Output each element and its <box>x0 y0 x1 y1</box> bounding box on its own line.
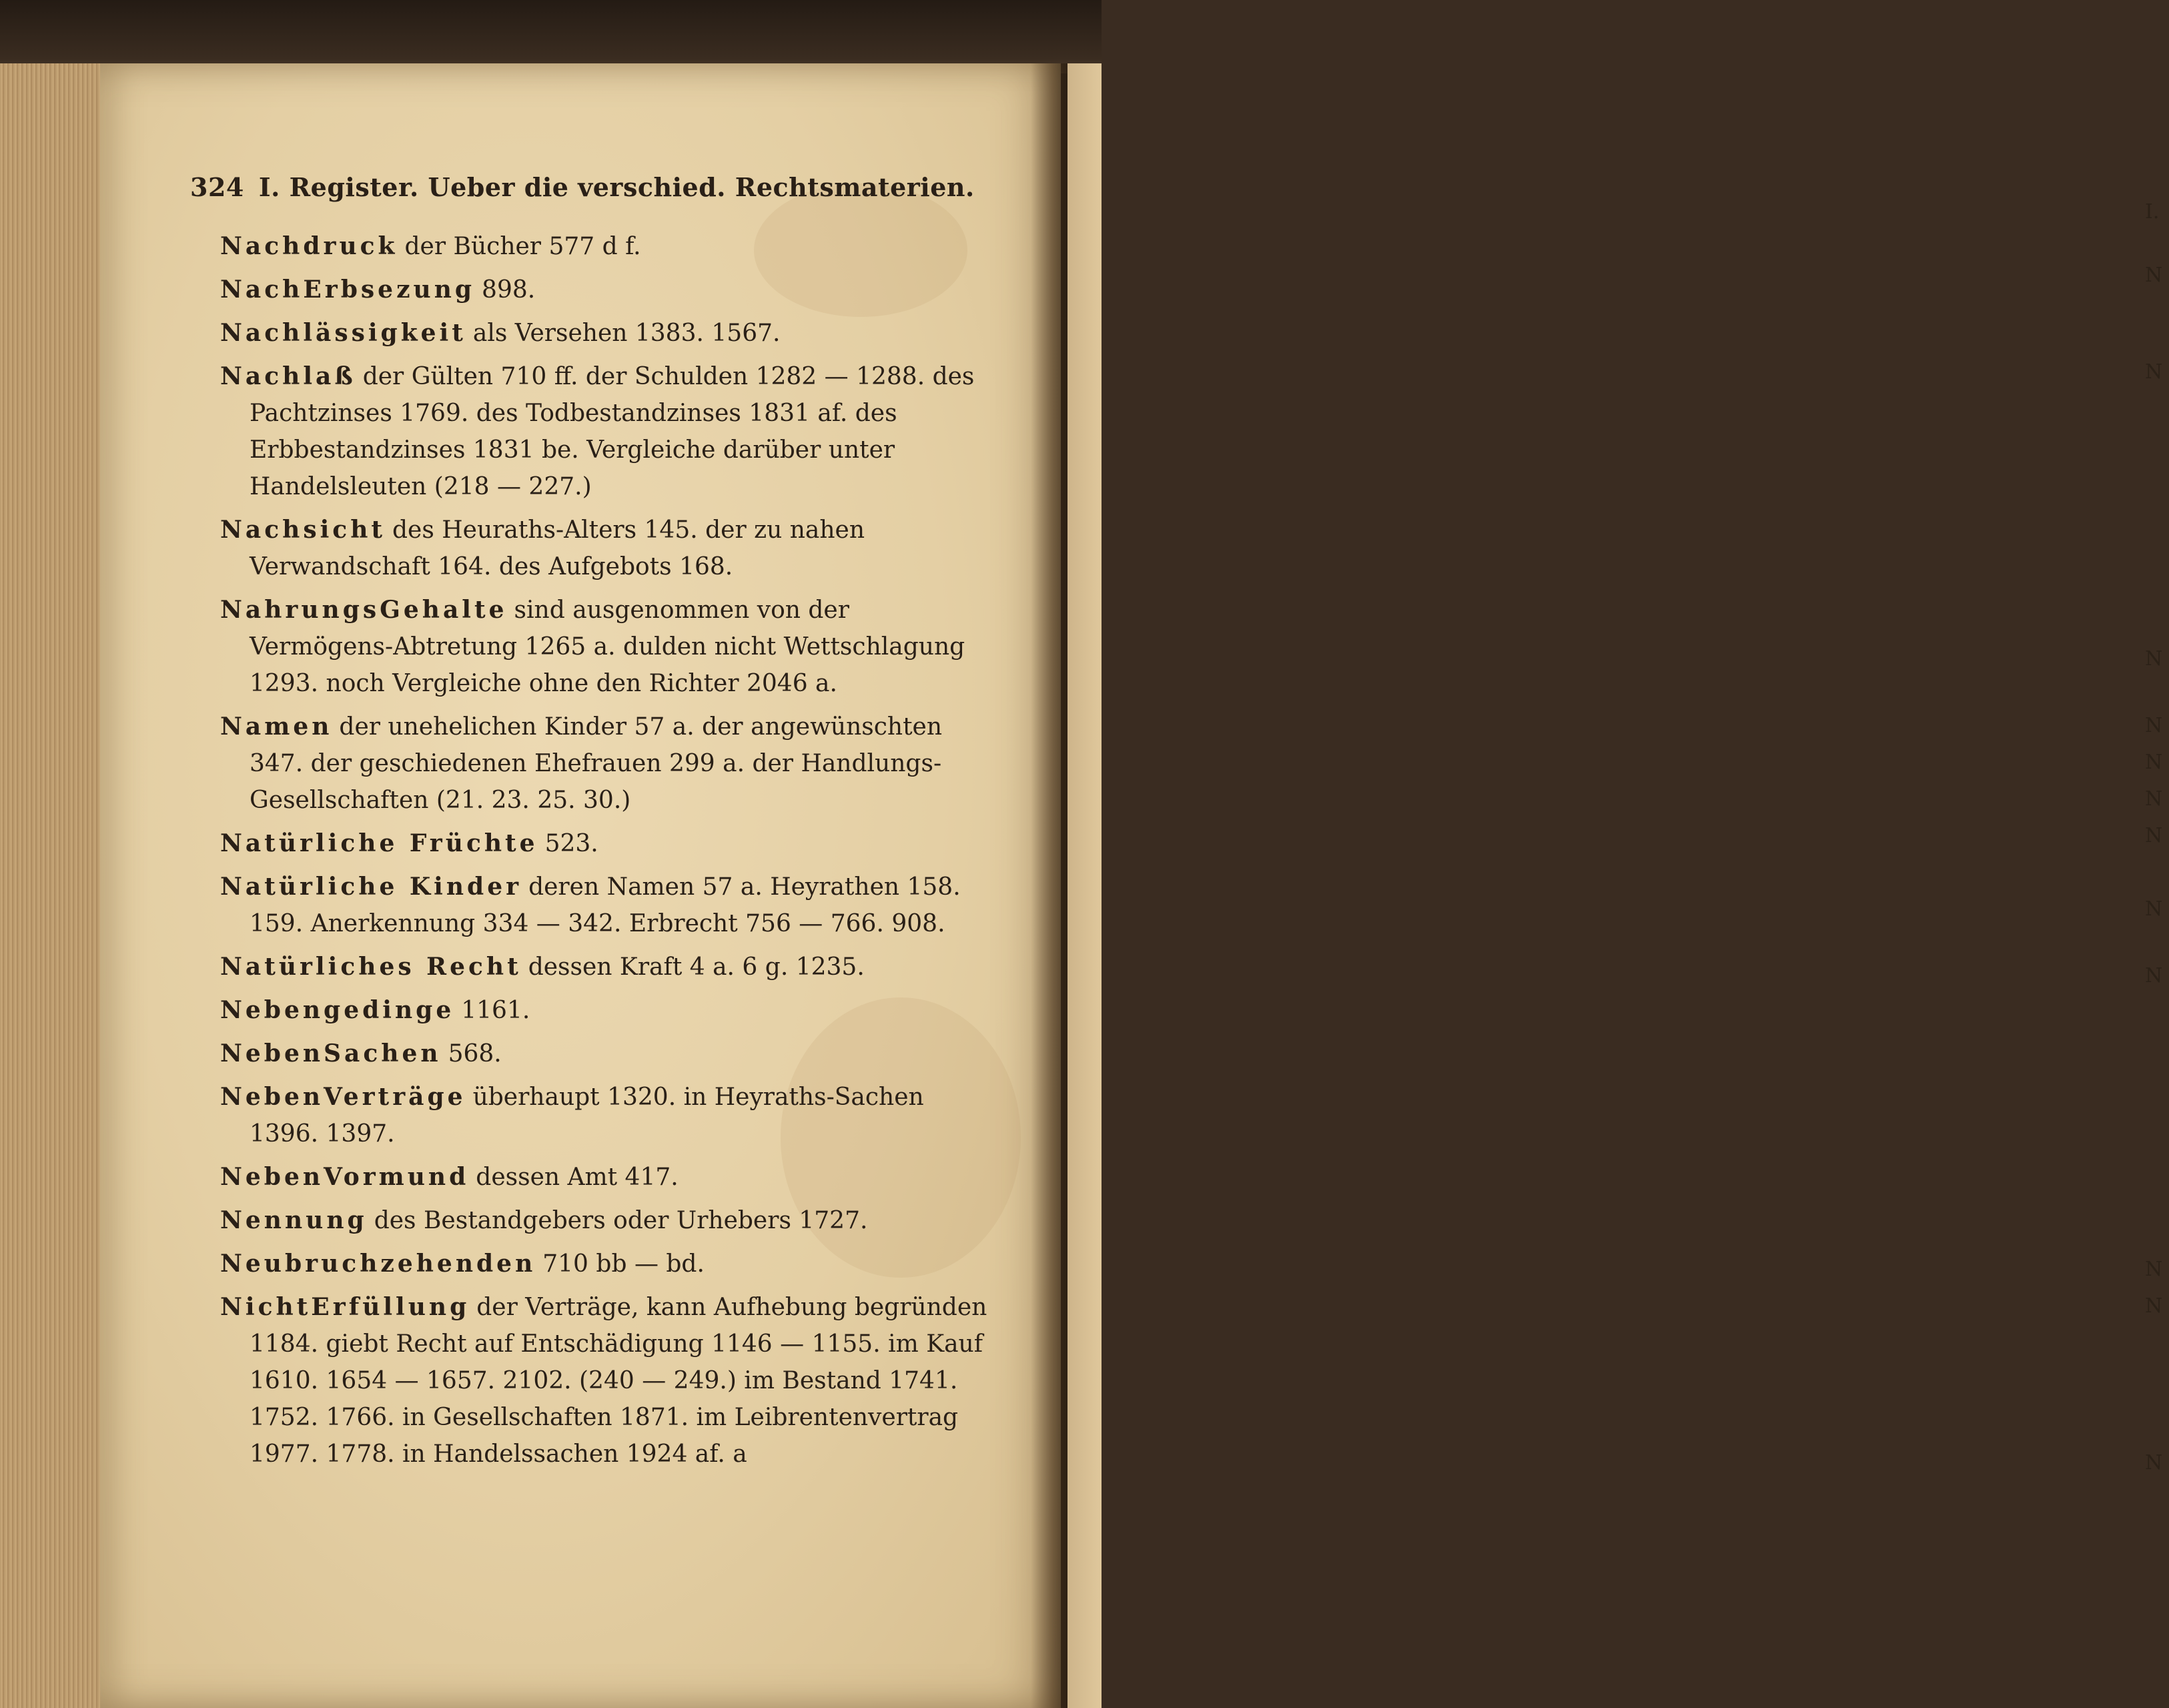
entry-text: der Verträge, kann Aufhebung begründen 1184. giebt Recht auf Entschädigung 1146 — 1155. im Kauf 1610. 1654 — 1657. 2102. (240 — 249.) im Bestand 1741. 1752. 1766. in Gesellschaften 1871. im Leibrentenvertrag 1977. 1778. in Handelssachen 1924 af. a <box>250 1294 987 1468</box>
entry-text: als Versehen 1383. 1567. <box>472 320 781 347</box>
entry-text: dessen Amt 417. <box>476 1164 679 1191</box>
facing-page-fragment: N <box>2145 264 2163 287</box>
facing-page-fragment: N <box>2145 360 2163 384</box>
entry-text: dessen Kraft 4 a. 6 g. 1235. <box>528 953 865 981</box>
list-item <box>220 1079 994 1152</box>
book-cover-edge <box>0 0 1102 73</box>
list-item <box>220 1159 994 1196</box>
entry-keyword: Nennung <box>220 1206 368 1234</box>
entry-text: des Heuraths-Alters 145. der zu nahen Verwandschaft 164. des Aufgebots 168. <box>250 516 865 580</box>
entry-keyword: NebenSachen <box>220 1039 442 1068</box>
header-title: I. Register. Ueber die verschied. Rechtsmaterien. <box>258 172 975 202</box>
list-item <box>220 1289 994 1472</box>
list-item <box>220 709 994 819</box>
entry-keyword: Nachdruck <box>220 232 398 260</box>
entry-keyword: Namen <box>220 713 333 741</box>
entry-keyword: Nachsicht <box>220 516 386 544</box>
facing-page-fragment: N <box>2145 1294 2163 1318</box>
list-item <box>220 992 994 1029</box>
entry-keyword: Natürliche Früchte <box>220 829 538 857</box>
list-item <box>220 592 994 702</box>
entry-text: deren Namen 57 a. Heyrathen 158. 159. Anerkennung 334 — 342. Erbrecht 756 — 766. 908. <box>250 873 961 937</box>
entry-text: 898. <box>482 276 536 304</box>
entry-keyword: Neubruchzehenden <box>220 1250 536 1278</box>
list-item <box>220 358 994 505</box>
list-item <box>220 272 994 308</box>
facing-page-fragment: N <box>2145 964 2163 987</box>
facing-page-fragment: N <box>2145 751 2163 774</box>
facing-page-text <box>2145 63 2169 1708</box>
page-block-edges <box>0 63 113 1708</box>
entry-text: 568. <box>448 1040 502 1068</box>
entry-text: der Gülten 710 ff. der Schulden 1282 — 1288. des Pachtzinses 1769. des Todbestandzinses 1831 af. des Erbbestandzinses 1831 be. Vergleiche darüber unter Handelsleuten (218 — 227.) <box>250 363 975 500</box>
facing-page-fragment: N <box>2145 787 2163 811</box>
list-item <box>220 1035 994 1072</box>
entry-keyword: NichtErfüllung <box>220 1293 470 1321</box>
entry-text: 710 bb — bd. <box>542 1250 705 1278</box>
page-number: 324 <box>190 172 244 202</box>
entry-keyword: NebenVormund <box>220 1163 470 1191</box>
entry-text: der Bücher 577 d f. <box>404 233 641 260</box>
list-item <box>220 315 994 352</box>
entry-keyword: Natürliche Kinder <box>220 873 522 901</box>
entry-keyword: Nachlässigkeit <box>220 319 466 347</box>
entry-text: 523. <box>544 830 598 857</box>
entry-text: 1161. <box>461 997 530 1024</box>
facing-page-edge <box>1067 63 2163 1708</box>
running-header <box>190 172 991 202</box>
book-gutter-shadow <box>1031 63 1071 1708</box>
list-item <box>220 1246 994 1282</box>
entry-text: sind ausgenommen von der Vermögens-Abtretung 1265 a. dulden nicht Wettschlagung 1293. noch Vergleiche ohne den Richter 2046 a. <box>250 596 965 697</box>
list-item <box>220 869 994 942</box>
entry-keyword: NachErbsezung <box>220 276 476 304</box>
facing-page-fragment: I. <box>2145 200 2160 224</box>
entry-text: überhaupt 1320. in Heyraths-Sachen 1396. 1397. <box>250 1084 924 1148</box>
facing-page-fragment: N <box>2145 647 2163 671</box>
list-item <box>220 228 994 265</box>
entry-text: des Bestandgebers oder Urhebers 1727. <box>374 1207 868 1234</box>
entry-keyword: NahrungsGehalte <box>220 596 508 624</box>
list-item <box>220 512 994 585</box>
facing-page-fragment: N <box>2145 714 2163 737</box>
register-entries <box>220 228 994 1479</box>
facing-page-fragment: N <box>2145 824 2163 847</box>
facing-page-fragment: N <box>2145 1451 2163 1474</box>
facing-page-fragment: N <box>2145 1258 2163 1281</box>
facing-page-fragment: N <box>2145 897 2163 921</box>
entry-keyword: Nebengedinge <box>220 996 455 1024</box>
entry-text: der unehelichen Kinder 57 a. der angewünschten 347. der geschiedenen Ehefrauen 299 a. der Handlungs-Gesellschaften (21. 23. 25. 30.) <box>250 713 943 814</box>
entry-keyword: NebenVerträge <box>220 1083 466 1111</box>
list-item <box>220 1202 994 1239</box>
list-item <box>220 949 994 985</box>
entry-keyword: Nachlaß <box>220 362 356 390</box>
list-item <box>220 825 994 862</box>
entry-keyword: Natürliches Recht <box>220 953 522 981</box>
